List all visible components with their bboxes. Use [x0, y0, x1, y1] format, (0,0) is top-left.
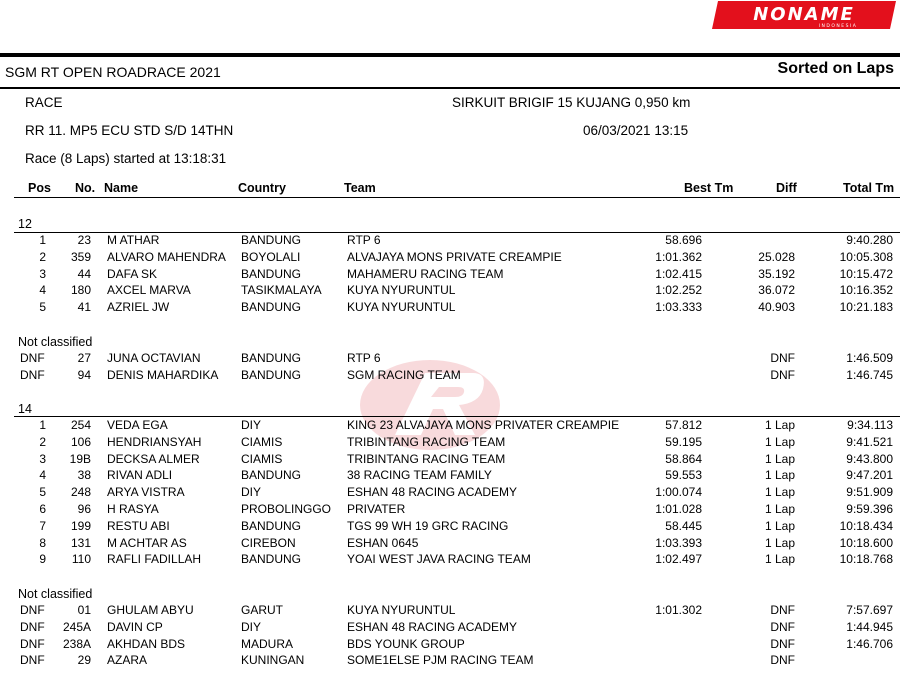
best-time-cell: 1:02.415 [655, 266, 702, 281]
rider-name-cell: ARYA VISTRA [107, 485, 185, 500]
pos-cell: 3 [39, 266, 46, 281]
total-time-cell: 1:46.745 [846, 367, 893, 382]
diff-cell: 1 Lap [764, 518, 795, 533]
total-time-cell: 9:43.800 [846, 451, 893, 466]
rider-name-cell: AKHDAN BDS [107, 636, 186, 651]
result-row [0, 232, 900, 249]
logo-subtext: INDONESIA [818, 24, 858, 29]
pos-cell: DNF [20, 351, 45, 365]
number-cell: 248 [70, 485, 91, 500]
country-cell: BANDUNG [241, 367, 302, 382]
result-row [0, 535, 900, 552]
pos-cell: 1 [39, 418, 46, 432]
team-cell: ALVAJAYA MONS PRIVATE CREAMPIE [347, 249, 562, 264]
best-time-cell: 1:03.333 [655, 300, 702, 315]
rider-name-cell: VEDA EGA [107, 418, 168, 432]
total-time-cell: 9:34.113 [847, 418, 893, 432]
number-cell: 199 [70, 518, 91, 533]
total-time-cell: 10:16.352 [839, 283, 893, 298]
group-laps-label: 14 [18, 402, 32, 416]
team-cell: KUYA NYURUNTUL [347, 283, 456, 298]
team-cell: MAHAMERU RACING TEAM [347, 266, 504, 281]
result-row [0, 501, 900, 518]
number-cell: 254 [70, 418, 91, 432]
col-diff: Diff [776, 181, 797, 195]
number-cell: 01 [77, 603, 91, 617]
rider-name-cell: JUNA OCTAVIAN [107, 351, 201, 365]
diff-cell: 1 Lap [764, 485, 795, 500]
event-title: SGM RT OPEN ROADRACE 2021 [5, 64, 221, 80]
country-cell: BANDUNG [241, 351, 302, 365]
group-laps-label: 12 [18, 217, 32, 231]
team-cell: KUYA NYURUNTUL [347, 300, 456, 315]
number-cell: 110 [71, 552, 91, 567]
pos-cell: 5 [39, 300, 46, 315]
diff-cell: 40.903 [758, 300, 795, 315]
total-time-cell: 10:18.768 [839, 552, 893, 567]
result-row [0, 434, 900, 451]
country-cell: BANDUNG [241, 266, 302, 281]
col-name: Name [104, 181, 139, 195]
rider-name-cell: DENIS MAHARDIKA [107, 367, 219, 382]
team-cell: RTP 6 [347, 351, 381, 365]
pos-cell: 5 [39, 485, 46, 500]
diff-cell: 35.192 [758, 266, 795, 281]
pos-cell: DNF [20, 653, 45, 668]
number-cell: 359 [70, 249, 91, 264]
team-cell: YOAI WEST JAVA RACING TEAM [347, 552, 531, 567]
col-team: Team [344, 181, 376, 195]
country-cell: KUNINGAN [241, 653, 305, 668]
pos-cell: DNF [20, 636, 45, 651]
result-row [0, 451, 900, 468]
logo-text: NONAME [753, 4, 855, 25]
total-time-cell: 10:21.183 [839, 300, 893, 315]
pos-cell: 2 [39, 434, 46, 449]
country-cell: GARUT [241, 603, 283, 617]
best-time-cell: 1:01.302 [655, 603, 702, 617]
number-cell: 29 [77, 653, 91, 668]
team-cell: ESHAN 48 RACING ACADEMY [347, 619, 518, 634]
team-cell: ESHAN 48 RACING ACADEMY [347, 485, 518, 500]
rider-name-cell: DECKSA ALMER [107, 451, 200, 466]
pos-cell: 4 [39, 468, 46, 483]
result-row [0, 249, 900, 266]
diff-cell: DNF [770, 367, 795, 382]
total-time-cell: 9:51.909 [846, 485, 893, 500]
col-pos: Pos [28, 181, 51, 195]
number-cell: 131 [70, 535, 91, 550]
best-time-cell: 1:02.252 [655, 283, 702, 298]
diff-cell: 1 Lap [764, 535, 795, 550]
rider-name-cell: DAVIN CP [107, 619, 163, 634]
diff-cell: 25.028 [758, 249, 795, 264]
number-cell: 180 [70, 283, 91, 298]
country-cell: BANDUNG [241, 233, 302, 247]
total-time-cell: 10:18.434 [839, 518, 893, 533]
rider-name-cell: RAFLI FADILLAH [107, 552, 202, 567]
result-row [0, 299, 900, 316]
number-cell: 245A [62, 619, 91, 634]
total-time-cell: 1:44.945 [846, 619, 893, 634]
team-cell: SOME1ELSE PJM RACING TEAM [347, 653, 534, 668]
country-cell: PROBOLINGGO [241, 502, 332, 516]
best-time-cell: 1:00.074 [655, 485, 702, 500]
country-cell: CIREBON [241, 535, 296, 550]
country-cell: DIY [241, 485, 262, 500]
result-row [0, 417, 900, 434]
result-row [0, 282, 900, 299]
team-cell: TRIBINTANG RACING TEAM [347, 434, 506, 449]
rider-name-cell: ALVARO MAHENDRA [107, 249, 226, 264]
rider-name-cell: DAFA SK [107, 266, 158, 281]
diff-cell: 1 Lap [764, 434, 795, 449]
best-time-cell: 59.195 [665, 434, 702, 449]
team-cell: KUYA NYURUNTUL [347, 603, 456, 617]
country-cell: CIAMIS [241, 451, 283, 466]
pos-cell: 3 [39, 451, 46, 466]
session-label: RACE [25, 95, 63, 110]
total-time-cell: 9:47.201 [846, 468, 893, 483]
best-time-cell: 1:01.362 [655, 249, 702, 264]
team-cell: BDS YOUNK GROUP [347, 636, 465, 651]
number-cell: 96 [77, 502, 91, 516]
diff-cell: 36.072 [758, 283, 795, 298]
total-time-cell: 1:46.706 [846, 636, 893, 651]
class-name: RR 11. MP5 ECU STD S/D 14THN [25, 123, 234, 138]
country-cell: DIY [241, 619, 262, 634]
country-cell: BANDUNG [241, 518, 302, 533]
race-info: Race (8 Laps) started at 13:18:31 [25, 151, 227, 166]
pos-cell: 7 [39, 518, 46, 533]
result-row-dnf [0, 619, 900, 636]
total-time-cell: 9:40.280 [846, 233, 893, 247]
team-cell: ESHAN 0645 [347, 535, 419, 550]
not-classified-label: Not classified [18, 335, 93, 349]
pos-cell: 1 [39, 233, 46, 247]
country-cell: TASIKMALAYA [241, 283, 322, 298]
pos-cell: DNF [20, 619, 45, 634]
rider-name-cell: M ACHTAR AS [107, 535, 187, 550]
rider-name-cell: RESTU ABI [107, 518, 170, 533]
diff-cell: 1 Lap [764, 502, 795, 516]
team-cell: RTP 6 [347, 233, 381, 247]
header-rule-bottom [0, 87, 900, 89]
best-time-cell: 58.696 [665, 233, 702, 247]
rider-name-cell: AZRIEL JW [107, 300, 170, 315]
pos-cell: DNF [20, 367, 45, 382]
col-total-time: Total Tm [843, 181, 895, 195]
total-time-cell: 9:59.396 [846, 502, 893, 516]
diff-cell: DNF [770, 636, 795, 651]
best-time-cell: 58.445 [665, 518, 702, 533]
total-time-cell: 9:41.521 [846, 434, 893, 449]
total-time-cell: 10:05.308 [839, 249, 893, 264]
number-cell: 19B [69, 451, 91, 466]
rider-name-cell: M ATHAR [107, 233, 160, 247]
country-cell: BANDUNG [241, 300, 302, 315]
number-cell: 106 [70, 434, 91, 449]
pos-cell: 8 [39, 535, 46, 550]
col-best-time: Best Tm [684, 181, 734, 195]
rider-name-cell: RIVAN ADLI [107, 468, 173, 483]
result-row-dnf [0, 652, 900, 669]
pos-cell: 2 [39, 249, 46, 264]
country-cell: DIY [241, 418, 262, 432]
result-row [0, 467, 900, 484]
team-cell: TGS 99 WH 19 GRC RACING [347, 518, 509, 533]
result-row [0, 518, 900, 535]
total-time-cell: 7:57.697 [846, 603, 893, 617]
team-cell: KING 23 ALVAJAYA MONS PRIVATER CREAMPIE [347, 418, 620, 432]
best-time-cell: 59.553 [665, 468, 702, 483]
rider-name-cell: AZARA [107, 653, 148, 668]
result-row [0, 551, 900, 568]
result-row [0, 484, 900, 501]
best-time-cell: 1:03.393 [655, 535, 702, 550]
diff-cell: DNF [770, 653, 795, 668]
country-cell: BOYOLALI [241, 249, 301, 264]
header-rule-top [0, 53, 900, 57]
rider-name-cell: GHULAM ABYU [107, 603, 194, 617]
result-row [0, 266, 900, 283]
number-cell: 27 [77, 351, 91, 365]
best-time-cell: 58.864 [665, 451, 702, 466]
total-time-cell: 1:46.509 [846, 351, 893, 365]
number-cell: 41 [77, 300, 91, 315]
column-header-rule [14, 197, 900, 198]
col-country: Country [238, 181, 286, 195]
race-datetime: 06/03/2021 13:15 [583, 123, 689, 138]
total-time-cell: 10:18.600 [839, 535, 893, 550]
diff-cell: DNF [770, 603, 795, 617]
not-classified-label: Not classified [18, 587, 93, 601]
circuit-name: SIRKUIT BRIGIF 15 KUJANG 0,950 km [452, 95, 691, 110]
team-cell: PRIVATER [347, 502, 406, 516]
diff-cell: 1 Lap [764, 451, 795, 466]
diff-cell: 1 Lap [764, 552, 795, 567]
col-no: No. [75, 181, 96, 195]
result-row-dnf [0, 602, 900, 619]
result-row-dnf [0, 367, 900, 384]
number-cell: 23 [77, 233, 91, 247]
country-cell: CIAMIS [241, 434, 283, 449]
rider-name-cell: H RASYA [107, 502, 159, 516]
pos-cell: 4 [39, 283, 46, 298]
best-time-cell: 1:01.028 [655, 502, 702, 516]
pos-cell: DNF [20, 603, 45, 617]
brand-logo [710, 0, 898, 30]
country-cell: BANDUNG [241, 468, 302, 483]
country-cell: BANDUNG [241, 552, 302, 567]
pos-cell: 9 [39, 552, 46, 567]
number-cell: 94 [77, 367, 91, 382]
rider-name-cell: HENDRIANSYAH [107, 434, 202, 449]
diff-cell: DNF [770, 351, 795, 365]
best-time-cell: 1:02.497 [655, 552, 702, 567]
best-time-cell: 57.812 [665, 418, 702, 432]
team-cell: TRIBINTANG RACING TEAM [347, 451, 506, 466]
number-cell: 38 [77, 468, 91, 483]
team-cell: SGM RACING TEAM [347, 367, 461, 382]
rider-name-cell: AXCEL MARVA [107, 283, 191, 298]
country-cell: MADURA [241, 636, 294, 651]
diff-cell: DNF [770, 619, 795, 634]
result-row-dnf [0, 350, 900, 367]
result-row-dnf [0, 636, 900, 653]
sort-label: Sorted on Laps [777, 60, 894, 77]
total-time-cell: 10:15.472 [839, 266, 893, 281]
number-cell: 238A [62, 636, 91, 651]
number-cell: 44 [77, 266, 91, 281]
team-cell: 38 RACING TEAM FAMILY [347, 468, 492, 483]
diff-cell: 1 Lap [764, 468, 795, 483]
diff-cell: 1 Lap [764, 418, 795, 432]
pos-cell: 6 [39, 502, 46, 516]
